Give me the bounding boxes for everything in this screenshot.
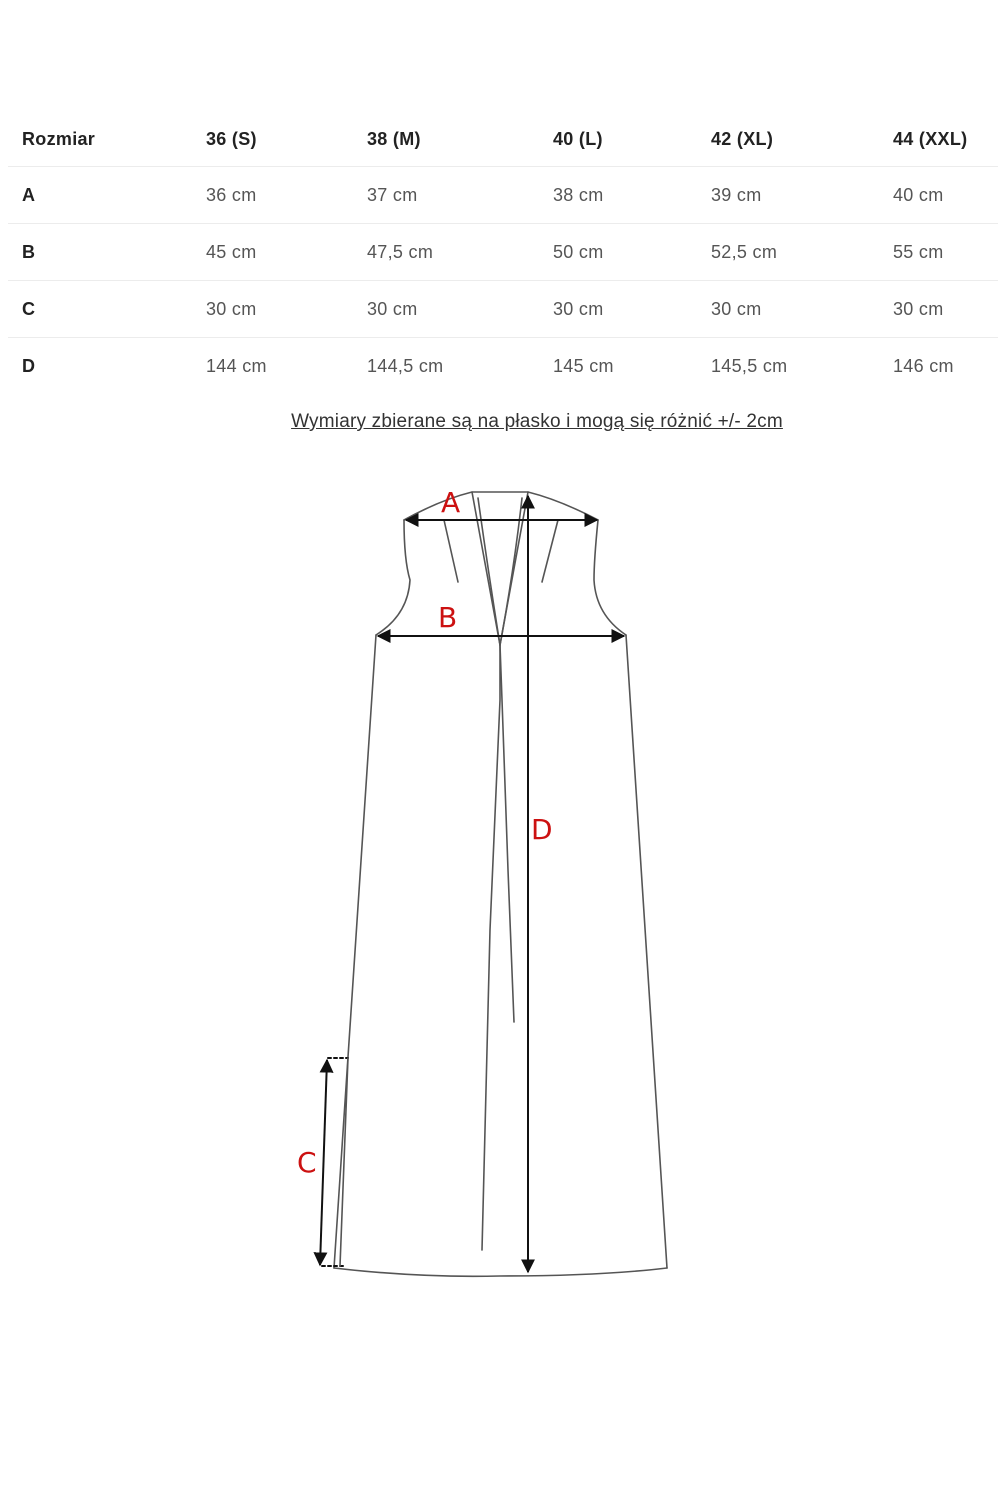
row-label-a: A <box>8 167 192 224</box>
header-size: Rozmiar <box>8 112 192 167</box>
dress-outline <box>322 492 667 1276</box>
table-cell: 30 cm <box>879 281 998 338</box>
table-cell: 50 cm <box>539 224 697 281</box>
row-label-b: B <box>8 224 192 281</box>
table-cell: 40 cm <box>879 167 998 224</box>
hem <box>334 1268 667 1276</box>
table-cell: 145,5 cm <box>711 355 788 376</box>
row-label-d: D <box>22 355 36 376</box>
right-dart <box>542 520 558 582</box>
header-42-xl: 42 (XL) <box>697 112 879 167</box>
table-cell: 144,5 cm <box>367 355 444 376</box>
table-cell: 30 cm <box>353 281 539 338</box>
front-edge-right <box>500 645 514 1022</box>
row-label-c: C <box>8 281 192 338</box>
table-cell: 37 cm <box>353 167 539 224</box>
dimension-label-b: B <box>438 601 458 634</box>
table-cell: 30 cm <box>539 281 697 338</box>
table-cell: 38 cm <box>539 167 697 224</box>
table-cell: 145 cm <box>553 355 614 376</box>
dimension-label-a: A <box>441 486 461 519</box>
table-cell: 47,5 cm <box>353 224 539 281</box>
header-36-s: 36 (S) <box>192 112 353 167</box>
table-cell: 39 cm <box>697 167 879 224</box>
table-cell: 36 cm <box>192 167 353 224</box>
table-cell: 30 cm <box>192 281 353 338</box>
left-armhole <box>376 520 410 635</box>
front-edge-left <box>482 645 500 1250</box>
table-cell: 55 cm <box>879 224 998 281</box>
table-cell: 30 cm <box>697 281 879 338</box>
table-cell: 45 cm <box>192 224 353 281</box>
right-armhole <box>594 520 626 635</box>
left-side-seam <box>334 635 376 1268</box>
header-40-l: 40 (L) <box>539 112 697 167</box>
neckline <box>404 492 598 520</box>
dimension-label-c: C <box>297 1146 317 1179</box>
measurement-note: Wymiary zbierane są na płasko i mogą się różnić +/- 2cm <box>291 411 783 432</box>
table-cell: 144 cm <box>206 355 267 376</box>
header-38-m: 38 (M) <box>353 112 539 167</box>
table-cell: 146 cm <box>893 355 954 376</box>
measurement-arrows <box>320 496 624 1272</box>
right-side-seam <box>626 635 667 1268</box>
header-44-xxl: 44 (XXL) <box>879 112 998 167</box>
dimension-label-d: D <box>531 813 553 846</box>
arrow-c <box>320 1060 327 1265</box>
table-cell: 52,5 cm <box>697 224 879 281</box>
left-dart <box>444 520 458 582</box>
